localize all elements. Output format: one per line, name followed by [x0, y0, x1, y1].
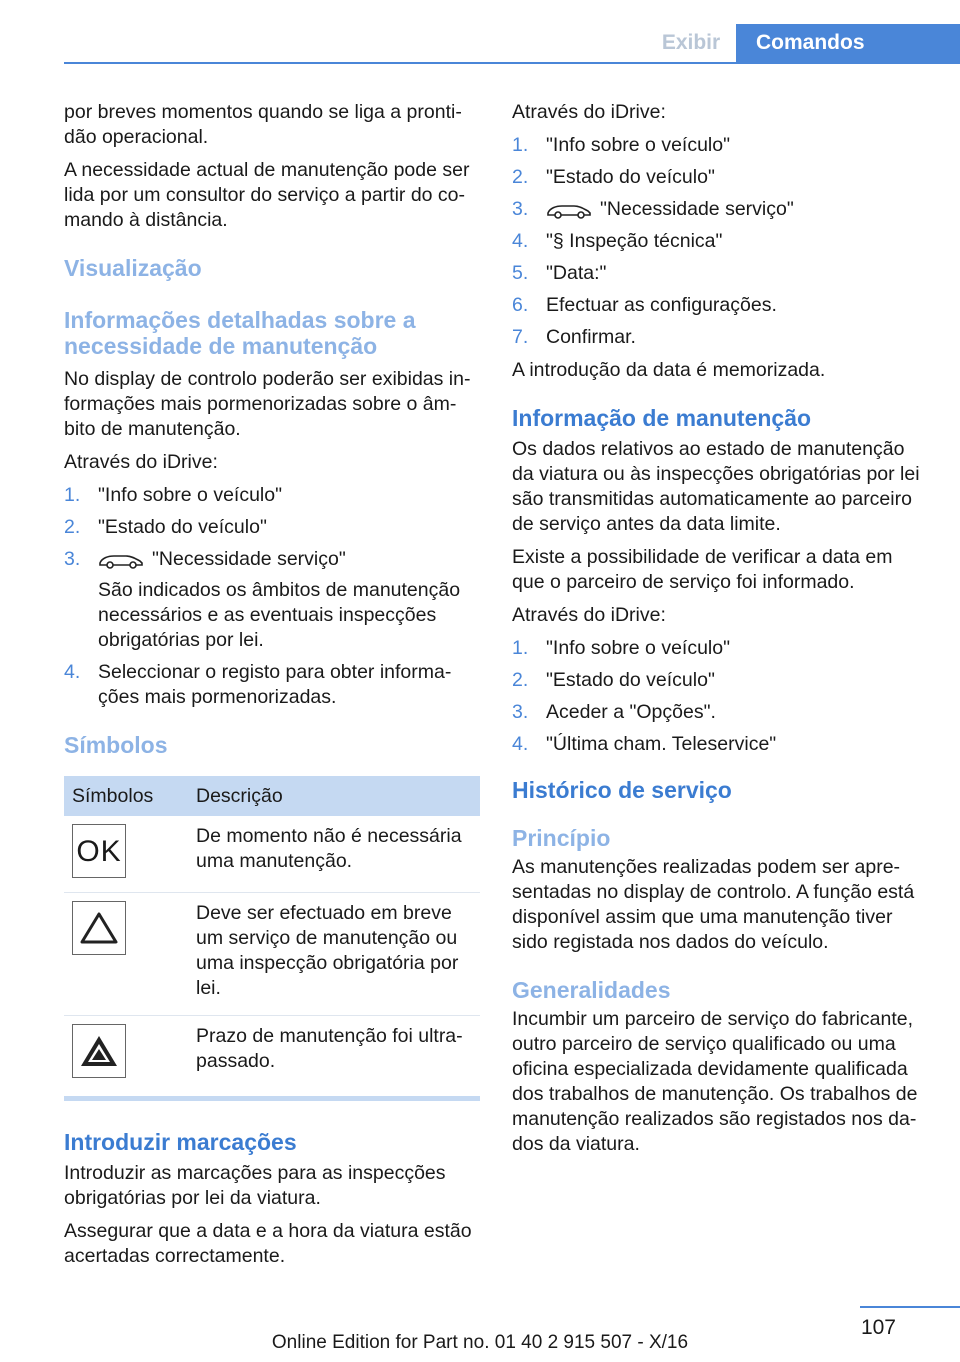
list-number: 4. — [512, 733, 529, 755]
section-heading-simbolos: Símbolos — [64, 732, 168, 758]
table-row — [64, 893, 480, 1016]
list-item — [512, 133, 928, 158]
list-text: "§ Inspeção técnica" — [546, 230, 723, 252]
paragraph: No display de controlo poderão ser exibidas in-formações mais pormenorizadas sobre o âm-bito de manutenção. — [64, 368, 471, 440]
steps-list — [64, 483, 480, 710]
list-item — [512, 165, 928, 190]
list-item — [64, 660, 480, 710]
list-text: "Necessidade serviço" — [152, 548, 346, 570]
table-cell: Prazo de manutenção foi ultra-passado. — [196, 1025, 463, 1072]
list-number: 3. — [512, 701, 529, 723]
list-text: "Info sobre o veículo" — [546, 637, 731, 659]
section-heading-visualizacao: Visualização — [64, 255, 202, 281]
footer-rule — [860, 1306, 960, 1308]
list-text: "Info sobre o veículo" — [546, 134, 731, 156]
list-text: Efectuar as configurações. — [546, 294, 777, 316]
paragraph: Assegurar que a data e a hora da viatura estão acertadas correctamente. — [64, 1220, 472, 1267]
list-item — [512, 325, 928, 350]
list-number: 2. — [64, 516, 81, 538]
list-item — [512, 229, 928, 254]
car-service-icon — [98, 551, 144, 569]
list-extra: São indicados os âmbitos de manutenção necessários e as eventuais inspecções obrigatórias por lei. — [98, 579, 461, 651]
list-text: "Estado do veículo" — [98, 516, 267, 538]
paragraph: por breves momentos quando se liga a pronti-dão operacional. — [64, 101, 462, 148]
list-number: 3. — [64, 548, 81, 570]
edition-note: Online Edition for Part no. 01 40 2 915 507 - X/16 — [271, 1332, 689, 1353]
warning-triangle-outline-icon — [72, 901, 126, 955]
paragraph: Incumbir um parceiro de serviço do fabricante, outro parceiro de serviço qualificado ou uma oficina especializada devidamente qualificada dos trabalhos de manutenção. Os trabalhos de manutenção realizados são registados nos da-dos da viatura. — [512, 1008, 918, 1155]
list-text: "Última cham. Teleservice" — [546, 733, 777, 755]
list-number: 1. — [512, 637, 529, 659]
list-text: "Necessidade serviço" — [600, 198, 794, 220]
list-text: "Info sobre o veículo" — [98, 484, 283, 506]
list-number: 5. — [512, 262, 529, 284]
page-number: 107 — [860, 1316, 896, 1339]
list-item — [512, 636, 928, 661]
list-item — [512, 700, 928, 725]
list-item — [512, 668, 928, 693]
ok-symbol-icon — [72, 824, 126, 878]
list-item — [512, 732, 928, 757]
list-text: "Estado do veículo" — [546, 166, 715, 188]
list-number: 1. — [512, 134, 529, 156]
table-cell: Deve ser efectuado em breve um serviço de manutenção ou uma inspecção obrigatória por lei. — [188, 893, 480, 1016]
list-number: 1. — [64, 484, 81, 506]
warning-triangle-filled-icon — [72, 1024, 126, 1078]
list-item — [64, 515, 480, 540]
steps-list — [512, 636, 928, 757]
section-heading-historico: Histórico de serviço — [512, 777, 732, 803]
list-number: 2. — [512, 166, 529, 188]
paragraph: Através do iDrive: — [512, 101, 666, 123]
paragraph: Através do iDrive: — [512, 604, 666, 626]
subsection-heading-generalidades: Generalidades — [512, 977, 671, 1003]
list-text: Aceder a "Opções". — [546, 701, 716, 723]
left-column — [64, 100, 480, 1277]
car-service-icon — [546, 201, 592, 219]
list-text: "Data:" — [546, 262, 607, 284]
paragraph: Através do iDrive: — [64, 451, 218, 473]
table-header-row — [64, 776, 480, 816]
section-heading-marcacoes: Introduzir marcações — [64, 1129, 297, 1155]
table-row — [64, 1016, 480, 1093]
symbols-table — [64, 776, 480, 1092]
paragraph: As manutenções realizadas podem ser apre-sentadas no display de controlo. A função está disponível assim que uma manutenção tiver sido registada nos dados do veículo. — [512, 856, 915, 953]
list-item — [512, 197, 928, 222]
list-item — [64, 547, 480, 653]
paragraph: A introdução da data é memorizada. — [512, 359, 826, 381]
list-item — [64, 483, 480, 508]
tab-comandos[interactable]: Comandos — [736, 24, 960, 62]
table-header: Símbolos — [64, 776, 188, 816]
paragraph: Os dados relativos ao estado de manutenção da viatura ou às inspecções obrigatórias por lei são transmitidas automaticamente ao parceiro de serviço antes da data limite. — [512, 438, 920, 535]
list-item — [512, 293, 928, 318]
list-number: 6. — [512, 294, 529, 316]
list-text: Confirmar. — [546, 326, 636, 348]
table-end-rule — [64, 1096, 480, 1101]
list-number: 7. — [512, 326, 529, 348]
steps-list — [512, 133, 928, 350]
right-column — [512, 100, 928, 1165]
table-row — [64, 816, 480, 893]
tab-exibir[interactable]: Exibir — [661, 31, 721, 54]
list-number: 2. — [512, 669, 529, 691]
table-cell: De momento não é necessária uma manutenção. — [188, 816, 480, 893]
subsection-heading: Informações detalhadas sobre a necessidade de manutenção — [64, 307, 416, 359]
list-number: 4. — [64, 661, 81, 683]
list-text: "Estado do veículo" — [546, 669, 715, 691]
list-number: 3. — [512, 198, 529, 220]
ok-symbol-label: OK — [76, 834, 122, 868]
paragraph: A necessidade actual de manutenção pode ser lida por um consultor do serviço a partir do co-mando à distância. — [64, 159, 470, 231]
paragraph: Introduzir as marcações para as inspecções obrigatórias por lei da viatura. — [64, 1162, 446, 1209]
subsection-heading-principio: Princípio — [512, 825, 611, 851]
list-text: Seleccionar o registo para obter informa-ções mais pormenorizadas. — [98, 661, 452, 708]
list-number: 4. — [512, 230, 529, 252]
list-item — [512, 261, 928, 286]
table-header: Descrição — [188, 776, 480, 816]
section-heading-info-manutencao: Informação de manutenção — [512, 405, 812, 431]
page-header — [64, 24, 960, 64]
paragraph: Existe a possibilidade de verificar a data em que o parceiro de serviço foi informado. — [512, 546, 893, 593]
